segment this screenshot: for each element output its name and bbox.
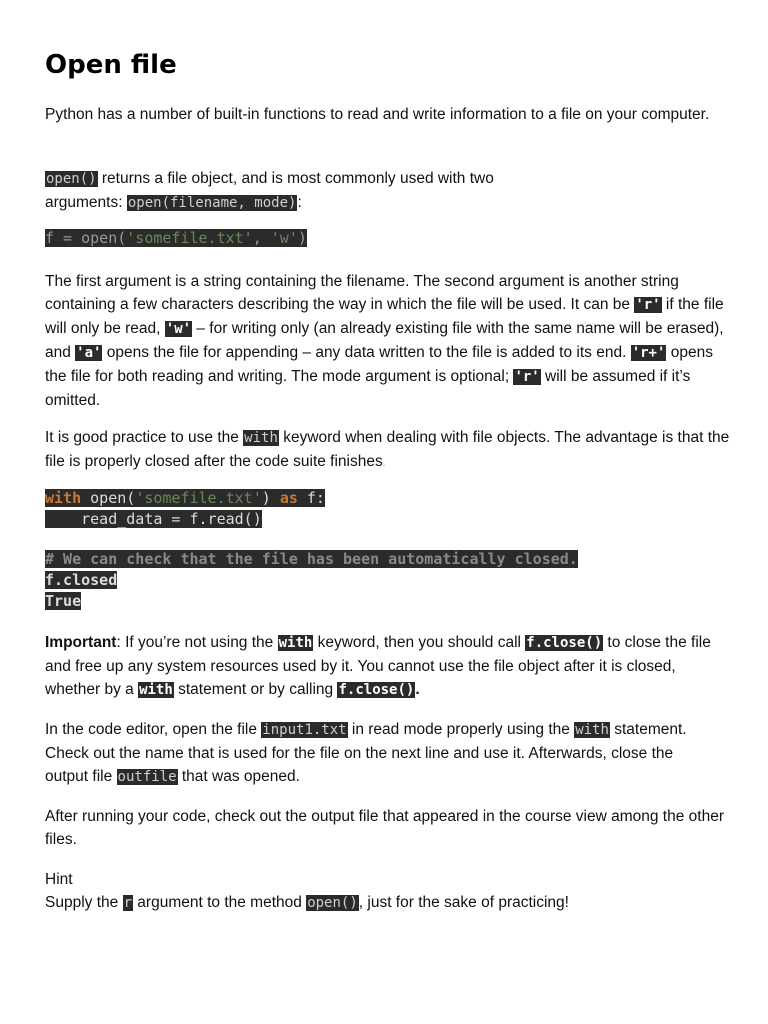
with-keyword-paragraph (45, 426, 735, 475)
code-string: 'w' (270, 229, 298, 247)
text: Supply the (45, 894, 123, 911)
code-block-open-example (45, 228, 307, 249)
text: The first argument is a string containing the filename. The second argument is another string containing a few characters describing the way in which the file will be used. It can be (45, 273, 679, 313)
intro-paragraph: Python has a number of built-in functions to read and write information to a file on your computer. (45, 106, 710, 123)
code-token: open( (90, 489, 136, 507)
inline-code-close: f.close() (338, 682, 415, 698)
important-paragraph (45, 631, 735, 702)
modes-paragraph (45, 270, 735, 412)
inline-code-open: open() (307, 895, 358, 911)
after-running-paragraph: After running your code, check out the output file that appeared in the course view among the other files. (45, 808, 724, 848)
inline-code-with: with (278, 635, 313, 651)
code-keyword: with (45, 489, 82, 507)
code-line (45, 229, 307, 247)
text: will be assumed if it’s omitted. (45, 368, 691, 409)
code-token: , (252, 229, 271, 247)
text: keyword when dealing with file objects. The advantage is that the file is properly closed after the code suite finishes (45, 429, 730, 470)
hint-section[interactable] (45, 868, 735, 915)
inline-code-signature: open(filename, mode) (127, 195, 297, 211)
code-token: ) (297, 229, 307, 247)
inline-code-outfile: outfile (117, 769, 177, 785)
inline-code-r-default: 'r' (514, 369, 540, 385)
code-comment: # We can check that the file has been automatically closed. (45, 550, 578, 568)
code-block-closed-check (45, 549, 578, 612)
inline-code-with: with (575, 722, 609, 738)
text: that was opened. (177, 768, 300, 785)
text: , just for the sake of practicing! (358, 894, 569, 911)
inline-code-r: r (123, 895, 132, 911)
inline-code-with: with (244, 430, 278, 446)
inline-code-a: 'a' (76, 345, 102, 361)
text: . (382, 458, 386, 469)
page-title: Open file (45, 50, 177, 80)
inline-code-open: open() (46, 171, 97, 187)
code-token: f: (297, 489, 325, 507)
inline-code-rplus: 'r+' (631, 345, 666, 361)
text: statement. Check out the name that is used for the file on the next line and use it. Afterwards, close the output file (45, 721, 687, 785)
text: keyword, then you should call (313, 634, 526, 651)
text: opens the file for both reading and writing. The mode argument is optional; (45, 344, 713, 385)
code-token: f = open( (45, 229, 127, 247)
text: to close the file and free up any system resources used by it. You cannot use the file object after it is closed, whether by a (45, 634, 711, 698)
text: if the file will only be read, (45, 296, 724, 337)
code-string: 'somefile.txt' (126, 229, 253, 247)
code-token: ) (261, 489, 280, 507)
text: argument to the method (133, 894, 307, 911)
open-description-paragraph (45, 167, 735, 215)
text: arguments: (45, 194, 127, 211)
text: : If you’re not using the (116, 634, 278, 651)
code-line: f.closed (45, 571, 118, 589)
code-block-with-example (45, 488, 325, 530)
code-line: True (45, 592, 82, 610)
text: In the code editor, open the file (45, 721, 262, 738)
code-line (45, 489, 325, 507)
task-paragraph (45, 718, 705, 789)
hint-label[interactable]: Hint (45, 871, 73, 888)
inline-code-input-file: input1.txt (262, 722, 347, 738)
code-line: read_data = f.read() (45, 510, 262, 528)
inline-code-with: with (139, 682, 173, 698)
text: in read mode properly using the (347, 721, 575, 738)
inline-code-close: f.close() (526, 635, 603, 651)
text: opens the file for appending – any data written to the file is added to its end. (102, 344, 631, 361)
inline-code-w: 'w' (165, 321, 192, 337)
text: statement or by calling (173, 681, 338, 698)
text: It is good practice to use the (45, 429, 244, 446)
text: – for writing only (an already existing file with the same name will be erased), and (45, 320, 724, 361)
important-label: Important (45, 634, 117, 651)
text: : (297, 194, 302, 211)
inline-code-r: 'r' (635, 297, 661, 313)
code-keyword: as (279, 489, 298, 507)
text: returns a file object, and is most commonly used with two (97, 170, 494, 187)
code-string: 'somefile.txt' (135, 489, 262, 507)
text: . (415, 681, 420, 698)
